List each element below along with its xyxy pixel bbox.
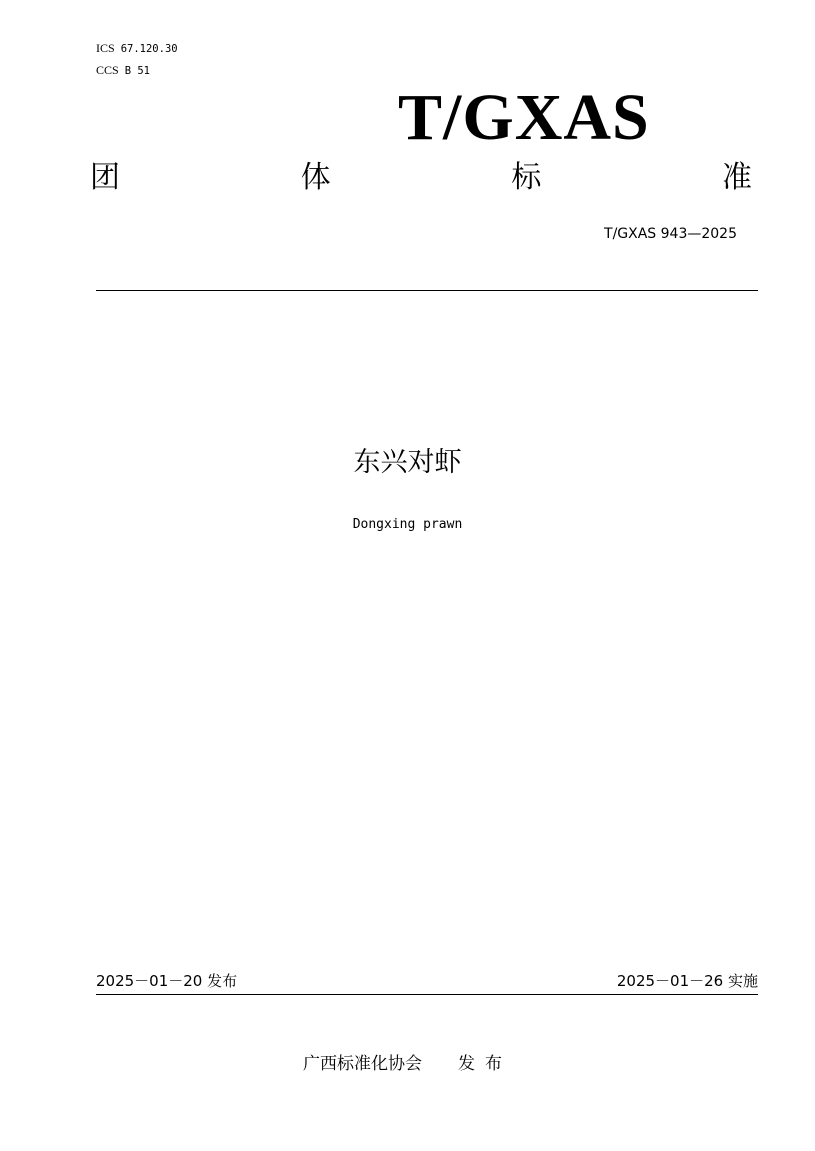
ics-code xyxy=(96,41,178,56)
standard-type-char-2: 体 xyxy=(300,160,331,195)
document-title-english: Dongxing prawn xyxy=(352,517,463,532)
ics-label: ICS xyxy=(96,41,115,55)
ccs-label: CCS xyxy=(96,63,119,77)
footer-divider xyxy=(96,994,758,995)
issuer xyxy=(0,1052,815,1076)
standard-type-char-1: 团 xyxy=(90,160,120,195)
ccs-code xyxy=(96,63,150,78)
standard-number: T/GXAS 943—2025 xyxy=(604,226,737,242)
implement-date: 2025－01－26 实施 xyxy=(616,972,758,990)
issuer-name: 广西标准化协会 xyxy=(303,1054,422,1074)
ics-value: 67.120.30 xyxy=(120,43,178,55)
publish-date: 2025－01－20 发布 xyxy=(96,972,238,990)
standard-logo: T/GXAS xyxy=(398,81,650,154)
ccs-value: B 51 xyxy=(124,65,150,77)
standard-type-char-3: 标 xyxy=(511,160,542,195)
standard-type xyxy=(90,158,752,198)
document-title: 东兴对虾 xyxy=(353,447,462,478)
standard-type-char-4: 准 xyxy=(721,160,752,195)
issuer-action: 发布 xyxy=(458,1054,512,1074)
header-divider xyxy=(96,290,758,291)
